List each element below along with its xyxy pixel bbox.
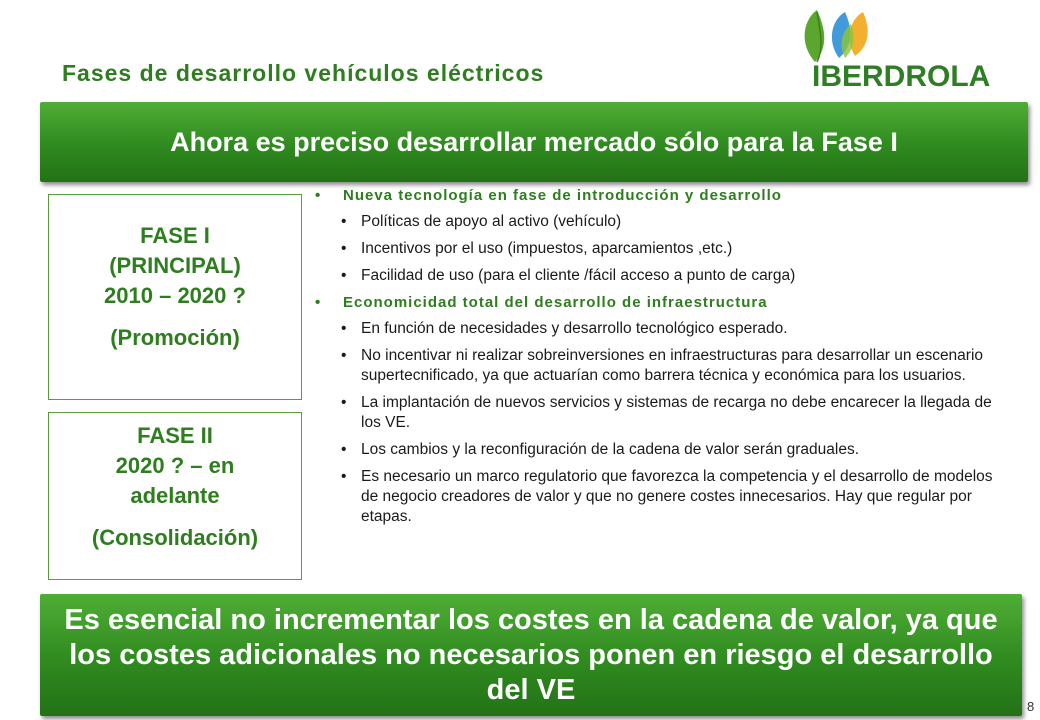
bottom-banner-text: Es esencial no incrementar los costes en la cadena de valor, ya que los costes adicionales no necesarios ponen en riesgo el desarrollo del VE bbox=[64, 603, 998, 706]
phase-1-dates: 2010 – 2020 ? bbox=[104, 283, 246, 308]
iberdrola-logo-text: IBERDROLA bbox=[812, 60, 991, 93]
slide-title: Fases de desarrollo vehículos eléctricos bbox=[62, 60, 545, 86]
phase-2-label: (Consolidación) bbox=[91, 525, 259, 550]
list-item: • Los cambios y la reconfiguración de la cadena de valor serán graduales. bbox=[313, 440, 1013, 460]
section-2-heading: • Economicidad total del desarrollo de infraestructura bbox=[313, 293, 1013, 313]
list-item: • La implantación de nuevos servicios y sistemas de recarga no debe encarecer la llegada de los VE. bbox=[313, 393, 1013, 433]
phase-2-box bbox=[48, 412, 302, 580]
list-item: • Políticas de apoyo al activo (vehículo) bbox=[313, 212, 1013, 232]
bottom-banner bbox=[40, 594, 1022, 716]
phase-1-label: (Promoción) bbox=[110, 325, 240, 350]
phase-2-dates-cont: adelante bbox=[130, 483, 220, 508]
list-item: • Facilidad de uso (para el cliente /fácil acceso a punto de carga) bbox=[313, 266, 1013, 286]
phase-1-subtitle: (PRINCIPAL) bbox=[109, 253, 241, 278]
list-item: • Es necesario un marco regulatorio que favorezca la competencia y el desarrollo de modelos de negocio creadores de valor y que no genere costes innecesarios. Hay que regular por etapas. bbox=[313, 467, 1013, 527]
list-item: • Incentivos por el uso (impuestos, aparcamientos ,etc.) bbox=[313, 239, 1013, 259]
phase-2-dates: 2020 ? – en bbox=[115, 453, 235, 478]
phase-1-title: FASE I bbox=[140, 223, 210, 248]
list-item: • No incentivar ni realizar sobreinversiones en infraestructuras para desarrollar un escenario supertecnificado, ya que actuarían como barrera técnica y económica para los usuarios. bbox=[313, 346, 1013, 386]
top-banner: Ahora es preciso desarrollar mercado sólo para la Fase I bbox=[40, 102, 1028, 182]
phase-2-title: FASE II bbox=[137, 423, 213, 448]
page-number: 8 bbox=[1027, 699, 1035, 714]
section-1-heading: • Nueva tecnología en fase de introducción y desarrollo bbox=[313, 186, 1013, 206]
phase-1-box bbox=[48, 194, 302, 400]
content-list bbox=[313, 186, 1013, 534]
list-item: • En función de necesidades y desarrollo tecnológico esperado. bbox=[313, 319, 1013, 339]
